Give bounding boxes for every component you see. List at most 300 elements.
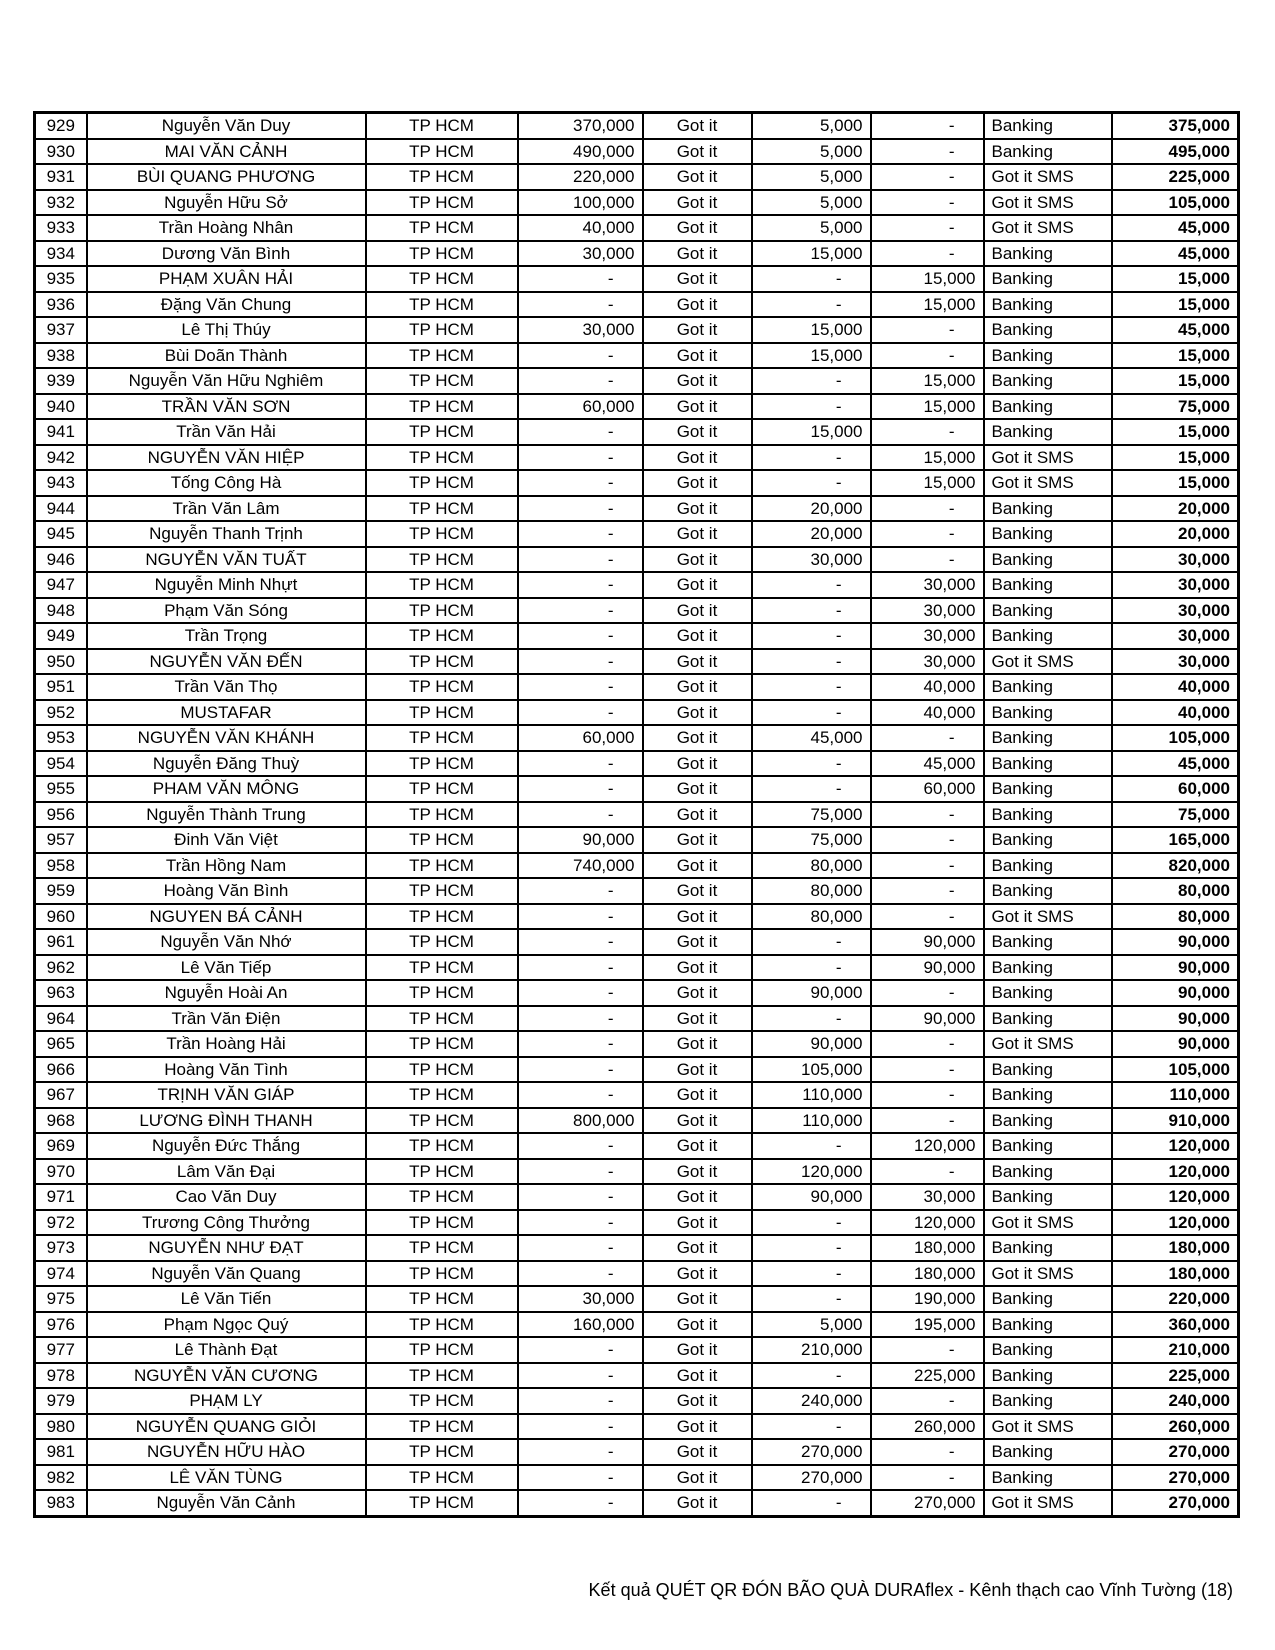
cell-status: Got it: [643, 929, 752, 955]
cell-amount-2: -: [752, 700, 871, 726]
cell-method: Banking: [984, 547, 1112, 573]
cell-row-number: 962: [35, 955, 87, 981]
table-row: [35, 1184, 1239, 1210]
cell-row-number: 936: [35, 292, 87, 318]
cell-location: TP HCM: [366, 1261, 518, 1287]
cell-total: 225,000: [1112, 164, 1239, 190]
cell-total: 270,000: [1112, 1465, 1239, 1491]
table-row: [35, 1414, 1239, 1440]
cell-amount-2: -: [752, 1363, 871, 1389]
cell-location: TP HCM: [366, 266, 518, 292]
cell-name: Nguyễn Thành Trung: [87, 802, 366, 828]
cell-status: Got it: [643, 139, 752, 165]
cell-total: 210,000: [1112, 1337, 1239, 1363]
cell-row-number: 944: [35, 496, 87, 522]
cell-amount-3: 30,000: [871, 572, 984, 598]
cell-amount-1: -: [518, 292, 643, 318]
cell-status: Got it: [643, 1133, 752, 1159]
cell-location: TP HCM: [366, 1235, 518, 1261]
cell-method: Banking: [984, 1312, 1112, 1338]
cell-name: Lê Thành Đạt: [87, 1337, 366, 1363]
cell-amount-3: 15,000: [871, 445, 984, 471]
cell-name: Tống Công Hà: [87, 470, 366, 496]
cell-total: 90,000: [1112, 955, 1239, 981]
cell-method: Got it SMS: [984, 470, 1112, 496]
cell-amount-1: -: [518, 547, 643, 573]
cell-amount-1: 30,000: [518, 241, 643, 267]
cell-total: 820,000: [1112, 853, 1239, 879]
table-row: [35, 215, 1239, 241]
cell-status: Got it: [643, 980, 752, 1006]
cell-amount-3: 30,000: [871, 598, 984, 624]
cell-amount-1: -: [518, 1184, 643, 1210]
cell-location: TP HCM: [366, 904, 518, 930]
cell-amount-3: 90,000: [871, 1006, 984, 1032]
cell-name: TRỊNH VĂN GIÁP: [87, 1082, 366, 1108]
cell-amount-3: 15,000: [871, 266, 984, 292]
cell-total: 90,000: [1112, 980, 1239, 1006]
cell-amount-2: -: [752, 1490, 871, 1516]
cell-location: TP HCM: [366, 368, 518, 394]
cell-row-number: 971: [35, 1184, 87, 1210]
cell-method: Banking: [984, 878, 1112, 904]
cell-row-number: 953: [35, 725, 87, 751]
cell-method: Banking: [984, 674, 1112, 700]
cell-location: TP HCM: [366, 1439, 518, 1465]
cell-amount-1: -: [518, 1439, 643, 1465]
table-row: [35, 394, 1239, 420]
cell-amount-1: 100,000: [518, 190, 643, 216]
cell-method: Banking: [984, 623, 1112, 649]
cell-amount-3: 180,000: [871, 1235, 984, 1261]
results-table: [33, 111, 1240, 1518]
cell-total: 15,000: [1112, 266, 1239, 292]
cell-name: NGUYỄN VĂN KHÁNH: [87, 725, 366, 751]
cell-amount-2: -: [752, 929, 871, 955]
cell-status: Got it: [643, 1414, 752, 1440]
cell-location: TP HCM: [366, 1363, 518, 1389]
cell-location: TP HCM: [366, 1312, 518, 1338]
cell-location: TP HCM: [366, 139, 518, 165]
cell-row-number: 980: [35, 1414, 87, 1440]
cell-method: Banking: [984, 1337, 1112, 1363]
cell-method: Banking: [984, 343, 1112, 369]
cell-location: TP HCM: [366, 1006, 518, 1032]
cell-row-number: 959: [35, 878, 87, 904]
cell-status: Got it: [643, 802, 752, 828]
cell-row-number: 976: [35, 1312, 87, 1338]
cell-location: TP HCM: [366, 1057, 518, 1083]
cell-total: 30,000: [1112, 649, 1239, 675]
cell-total: 60,000: [1112, 776, 1239, 802]
cell-amount-1: -: [518, 1235, 643, 1261]
cell-amount-3: -: [871, 802, 984, 828]
cell-status: Got it: [643, 1337, 752, 1363]
cell-amount-2: -: [752, 292, 871, 318]
cell-amount-1: -: [518, 802, 643, 828]
cell-total: 180,000: [1112, 1261, 1239, 1287]
cell-amount-1: -: [518, 419, 643, 445]
cell-amount-2: 90,000: [752, 980, 871, 1006]
cell-status: Got it: [643, 1235, 752, 1261]
cell-status: Got it: [643, 470, 752, 496]
cell-amount-1: -: [518, 776, 643, 802]
cell-method: Got it SMS: [984, 1414, 1112, 1440]
table-container: [33, 111, 1240, 1518]
table-row: [35, 1312, 1239, 1338]
cell-status: Got it: [643, 1210, 752, 1236]
cell-row-number: 966: [35, 1057, 87, 1083]
cell-method: Got it SMS: [984, 190, 1112, 216]
cell-location: TP HCM: [366, 1388, 518, 1414]
cell-name: MUSTAFAR: [87, 700, 366, 726]
cell-location: TP HCM: [366, 521, 518, 547]
cell-name: Phạm Ngọc Quý: [87, 1312, 366, 1338]
cell-amount-1: -: [518, 1159, 643, 1185]
cell-amount-1: -: [518, 368, 643, 394]
cell-amount-3: 270,000: [871, 1490, 984, 1516]
cell-name: Phạm Văn Sóng: [87, 598, 366, 624]
cell-status: Got it: [643, 1031, 752, 1057]
cell-method: Banking: [984, 598, 1112, 624]
table-row: [35, 317, 1239, 343]
cell-amount-2: 75,000: [752, 827, 871, 853]
cell-name: NGUYỄN QUANG GIỎI: [87, 1414, 366, 1440]
cell-location: TP HCM: [366, 776, 518, 802]
table-row: [35, 674, 1239, 700]
cell-total: 15,000: [1112, 419, 1239, 445]
cell-amount-1: -: [518, 266, 643, 292]
cell-amount-3: 40,000: [871, 674, 984, 700]
cell-amount-2: 45,000: [752, 725, 871, 751]
table-row: [35, 623, 1239, 649]
cell-row-number: 979: [35, 1388, 87, 1414]
cell-row-number: 929: [35, 113, 87, 139]
cell-location: TP HCM: [366, 394, 518, 420]
cell-location: TP HCM: [366, 1184, 518, 1210]
cell-amount-3: -: [871, 317, 984, 343]
cell-location: TP HCM: [366, 1133, 518, 1159]
cell-name: NGUYỄN HỮU HÀO: [87, 1439, 366, 1465]
table-row: [35, 521, 1239, 547]
cell-location: TP HCM: [366, 572, 518, 598]
table-row: [35, 853, 1239, 879]
cell-amount-2: 80,000: [752, 878, 871, 904]
cell-amount-1: -: [518, 1133, 643, 1159]
cell-amount-3: -: [871, 1439, 984, 1465]
cell-method: Banking: [984, 1465, 1112, 1491]
cell-name: Đinh Văn Việt: [87, 827, 366, 853]
cell-status: Got it: [643, 853, 752, 879]
cell-total: 110,000: [1112, 1082, 1239, 1108]
cell-amount-3: 225,000: [871, 1363, 984, 1389]
table-row: [35, 1337, 1239, 1363]
cell-row-number: 968: [35, 1108, 87, 1134]
cell-row-number: 935: [35, 266, 87, 292]
cell-method: Banking: [984, 419, 1112, 445]
cell-location: TP HCM: [366, 598, 518, 624]
cell-location: TP HCM: [366, 215, 518, 241]
cell-amount-3: 15,000: [871, 394, 984, 420]
table-row: [35, 649, 1239, 675]
cell-amount-3: -: [871, 496, 984, 522]
cell-status: Got it: [643, 292, 752, 318]
cell-name: Nguyễn Thanh Trịnh: [87, 521, 366, 547]
table-row: [35, 598, 1239, 624]
table-row: [35, 496, 1239, 522]
table-row: [35, 1363, 1239, 1389]
cell-total: 90,000: [1112, 929, 1239, 955]
cell-location: TP HCM: [366, 547, 518, 573]
cell-amount-2: 75,000: [752, 802, 871, 828]
cell-amount-3: -: [871, 1465, 984, 1491]
cell-amount-3: -: [871, 725, 984, 751]
cell-status: Got it: [643, 215, 752, 241]
cell-location: TP HCM: [366, 1108, 518, 1134]
cell-amount-1: -: [518, 1210, 643, 1236]
cell-amount-3: 90,000: [871, 929, 984, 955]
cell-amount-2: -: [752, 751, 871, 777]
cell-amount-3: -: [871, 904, 984, 930]
cell-row-number: 965: [35, 1031, 87, 1057]
cell-name: NGUYỄN VĂN CƯƠNG: [87, 1363, 366, 1389]
cell-amount-1: -: [518, 649, 643, 675]
cell-amount-3: -: [871, 241, 984, 267]
cell-total: 105,000: [1112, 1057, 1239, 1083]
cell-method: Banking: [984, 113, 1112, 139]
cell-row-number: 983: [35, 1490, 87, 1516]
cell-location: TP HCM: [366, 445, 518, 471]
cell-method: Banking: [984, 139, 1112, 165]
cell-name: LƯƠNG ĐÌNH THANH: [87, 1108, 366, 1134]
cell-amount-2: -: [752, 572, 871, 598]
cell-row-number: 948: [35, 598, 87, 624]
cell-amount-1: -: [518, 1057, 643, 1083]
cell-name: Trần Hoàng Hải: [87, 1031, 366, 1057]
cell-amount-2: -: [752, 955, 871, 981]
cell-status: Got it: [643, 751, 752, 777]
cell-amount-1: 60,000: [518, 394, 643, 420]
cell-amount-3: -: [871, 190, 984, 216]
cell-amount-3: 15,000: [871, 368, 984, 394]
cell-name: LÊ VĂN TÙNG: [87, 1465, 366, 1491]
cell-name: Dương Văn Bình: [87, 241, 366, 267]
cell-amount-3: 15,000: [871, 470, 984, 496]
cell-name: PHẠM XUÂN HẢI: [87, 266, 366, 292]
cell-status: Got it: [643, 1006, 752, 1032]
table-row: [35, 241, 1239, 267]
cell-amount-1: 740,000: [518, 853, 643, 879]
cell-row-number: 982: [35, 1465, 87, 1491]
cell-row-number: 977: [35, 1337, 87, 1363]
cell-status: Got it: [643, 190, 752, 216]
cell-row-number: 931: [35, 164, 87, 190]
cell-status: Got it: [643, 266, 752, 292]
cell-status: Got it: [643, 521, 752, 547]
table-row: [35, 113, 1239, 139]
cell-row-number: 943: [35, 470, 87, 496]
cell-status: Got it: [643, 1057, 752, 1083]
cell-row-number: 933: [35, 215, 87, 241]
cell-amount-3: -: [871, 1057, 984, 1083]
cell-name: TRẦN VĂN SƠN: [87, 394, 366, 420]
cell-status: Got it: [643, 394, 752, 420]
cell-total: 165,000: [1112, 827, 1239, 853]
cell-name: Trần Văn Thọ: [87, 674, 366, 700]
cell-location: TP HCM: [366, 649, 518, 675]
table-row: [35, 470, 1239, 496]
cell-row-number: 949: [35, 623, 87, 649]
cell-total: 30,000: [1112, 623, 1239, 649]
table-row: [35, 1465, 1239, 1491]
table-row: [35, 1057, 1239, 1083]
cell-location: TP HCM: [366, 1159, 518, 1185]
cell-amount-2: -: [752, 1006, 871, 1032]
cell-name: Trương Công Thưởng: [87, 1210, 366, 1236]
table-row: [35, 266, 1239, 292]
cell-amount-2: 80,000: [752, 904, 871, 930]
cell-location: TP HCM: [366, 496, 518, 522]
cell-amount-1: -: [518, 1006, 643, 1032]
cell-row-number: 951: [35, 674, 87, 700]
cell-row-number: 950: [35, 649, 87, 675]
cell-name: Nguyễn Văn Duy: [87, 113, 366, 139]
cell-method: Banking: [984, 292, 1112, 318]
cell-amount-2: 90,000: [752, 1184, 871, 1210]
cell-location: TP HCM: [366, 1465, 518, 1491]
table-row: [35, 802, 1239, 828]
cell-method: Banking: [984, 1184, 1112, 1210]
table-row: [35, 878, 1239, 904]
cell-amount-2: 270,000: [752, 1439, 871, 1465]
cell-total: 260,000: [1112, 1414, 1239, 1440]
cell-amount-3: 40,000: [871, 700, 984, 726]
cell-name: Trần Văn Hải: [87, 419, 366, 445]
cell-name: Nguyễn Đăng Thuỳ: [87, 751, 366, 777]
cell-total: 30,000: [1112, 598, 1239, 624]
cell-amount-3: -: [871, 343, 984, 369]
cell-location: TP HCM: [366, 470, 518, 496]
cell-location: TP HCM: [366, 419, 518, 445]
cell-total: 270,000: [1112, 1490, 1239, 1516]
cell-amount-2: 20,000: [752, 521, 871, 547]
cell-total: 30,000: [1112, 572, 1239, 598]
cell-method: Banking: [984, 725, 1112, 751]
cell-name: Trần Văn Điện: [87, 1006, 366, 1032]
cell-status: Got it: [643, 547, 752, 573]
cell-row-number: 942: [35, 445, 87, 471]
cell-amount-3: -: [871, 878, 984, 904]
cell-method: Banking: [984, 1235, 1112, 1261]
cell-row-number: 946: [35, 547, 87, 573]
cell-amount-1: 90,000: [518, 827, 643, 853]
cell-name: NGUYỄN VĂN ĐẾN: [87, 649, 366, 675]
cell-row-number: 978: [35, 1363, 87, 1389]
cell-amount-3: 30,000: [871, 623, 984, 649]
cell-total: 120,000: [1112, 1184, 1239, 1210]
table-row: [35, 700, 1239, 726]
cell-row-number: 955: [35, 776, 87, 802]
cell-name: Hoàng Văn Bình: [87, 878, 366, 904]
cell-amount-3: 190,000: [871, 1286, 984, 1312]
cell-location: TP HCM: [366, 190, 518, 216]
cell-total: 90,000: [1112, 1031, 1239, 1057]
cell-method: Banking: [984, 853, 1112, 879]
cell-total: 45,000: [1112, 751, 1239, 777]
cell-total: 40,000: [1112, 700, 1239, 726]
cell-method: Banking: [984, 496, 1112, 522]
cell-method: Banking: [984, 394, 1112, 420]
cell-location: TP HCM: [366, 1490, 518, 1516]
table-row: [35, 1439, 1239, 1465]
cell-method: Banking: [984, 1108, 1112, 1134]
cell-status: Got it: [643, 598, 752, 624]
cell-amount-1: -: [518, 1082, 643, 1108]
cell-status: Got it: [643, 1363, 752, 1389]
cell-total: 30,000: [1112, 547, 1239, 573]
cell-amount-2: -: [752, 623, 871, 649]
cell-name: Nguyễn Hữu Sở: [87, 190, 366, 216]
table-row: [35, 139, 1239, 165]
cell-status: Got it: [643, 878, 752, 904]
cell-amount-3: -: [871, 1388, 984, 1414]
cell-name: BÙI QUANG PHƯƠNG: [87, 164, 366, 190]
cell-amount-1: -: [518, 496, 643, 522]
cell-amount-2: 105,000: [752, 1057, 871, 1083]
cell-name: NGUYỄN NHƯ ĐẠT: [87, 1235, 366, 1261]
cell-total: 120,000: [1112, 1210, 1239, 1236]
cell-amount-1: -: [518, 445, 643, 471]
cell-method: Banking: [984, 1133, 1112, 1159]
cell-amount-2: -: [752, 1235, 871, 1261]
cell-name: Nguyễn Văn Nhớ: [87, 929, 366, 955]
table-row: [35, 1261, 1239, 1287]
cell-amount-2: 270,000: [752, 1465, 871, 1491]
cell-amount-2: 15,000: [752, 343, 871, 369]
cell-amount-3: 30,000: [871, 1184, 984, 1210]
cell-name: PHẠM LY: [87, 1388, 366, 1414]
cell-name: Nguyễn Văn Cảnh: [87, 1490, 366, 1516]
cell-amount-1: -: [518, 955, 643, 981]
cell-method: Got it SMS: [984, 649, 1112, 675]
cell-amount-2: 120,000: [752, 1159, 871, 1185]
cell-amount-1: 30,000: [518, 1286, 643, 1312]
cell-status: Got it: [643, 827, 752, 853]
cell-amount-1: -: [518, 674, 643, 700]
cell-amount-2: 5,000: [752, 113, 871, 139]
table-row: [35, 1286, 1239, 1312]
cell-amount-1: -: [518, 572, 643, 598]
cell-amount-3: -: [871, 419, 984, 445]
cell-total: 220,000: [1112, 1286, 1239, 1312]
cell-method: Got it SMS: [984, 904, 1112, 930]
cell-name: Trần Trọng: [87, 623, 366, 649]
cell-amount-2: -: [752, 1133, 871, 1159]
cell-amount-1: 490,000: [518, 139, 643, 165]
cell-status: Got it: [643, 1082, 752, 1108]
cell-amount-1: -: [518, 470, 643, 496]
table-row: [35, 572, 1239, 598]
cell-name: Lâm Văn Đại: [87, 1159, 366, 1185]
cell-total: 20,000: [1112, 496, 1239, 522]
cell-amount-2: -: [752, 394, 871, 420]
table-row: [35, 1210, 1239, 1236]
cell-method: Banking: [984, 827, 1112, 853]
cell-amount-3: 260,000: [871, 1414, 984, 1440]
cell-location: TP HCM: [366, 751, 518, 777]
cell-amount-3: 90,000: [871, 955, 984, 981]
cell-method: Banking: [984, 1057, 1112, 1083]
